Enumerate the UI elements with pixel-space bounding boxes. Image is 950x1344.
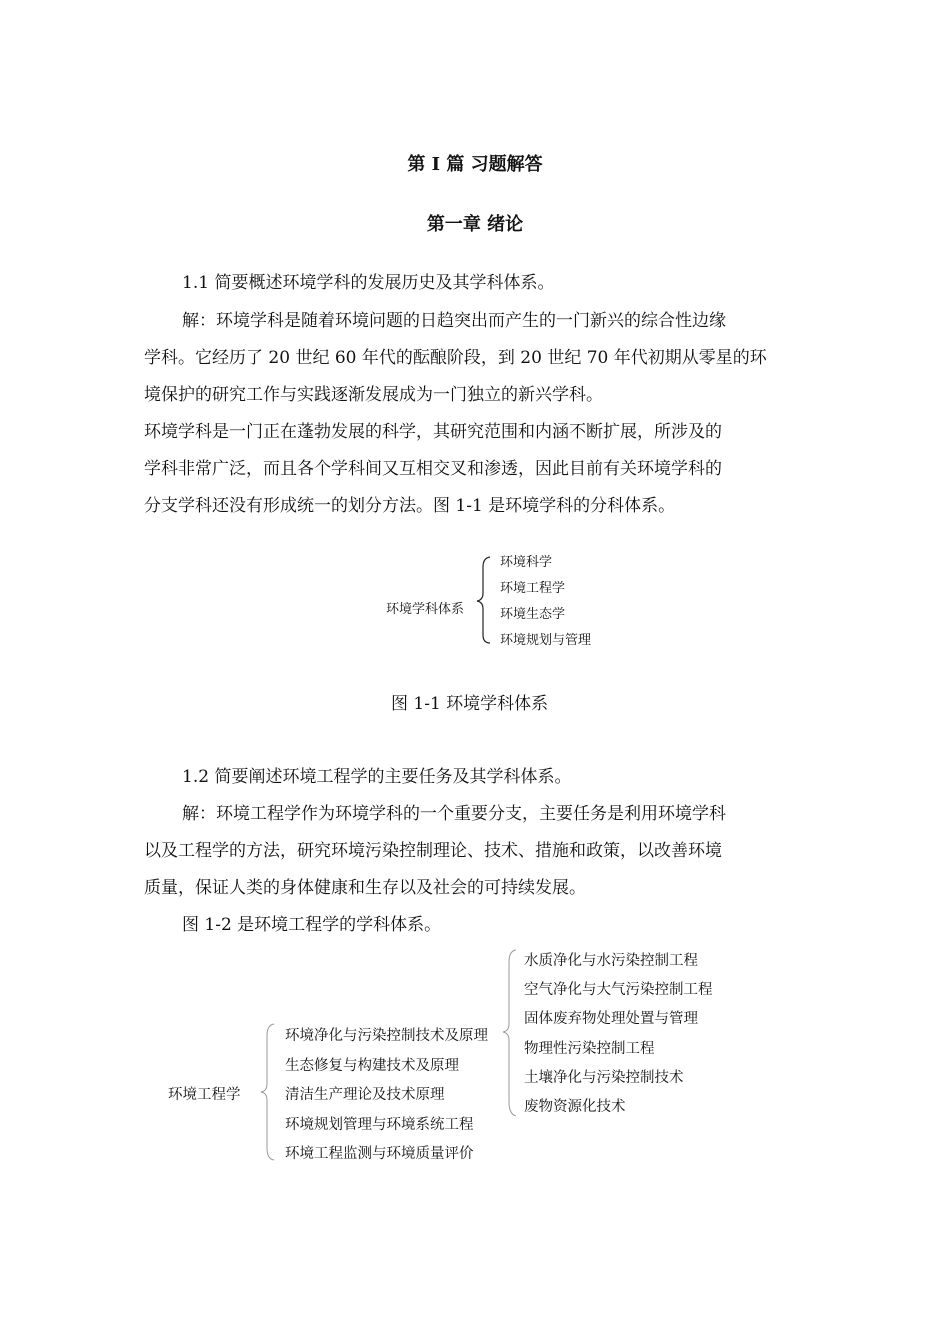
question-1-1: 1.1 简要概述环境学科的发展历史及其学科体系。: [182, 273, 555, 293]
fig2-sub-branch-1: 水质净化与水污染控制工程: [524, 953, 698, 969]
fig1-brace-icon: [474, 555, 496, 645]
fig1-caption: 图 1-1 环境学科体系: [391, 694, 549, 714]
fig2-branch-2: 生态修复与构建技术及原理: [285, 1058, 459, 1074]
fig1-branch-4: 环境规划与管理: [500, 633, 592, 648]
chapter-title: 第一章 绪论: [426, 214, 524, 235]
fig2-branch-1: 环境净化与污染控制技术及原理: [285, 1028, 488, 1044]
answer-1-1-line-1: 解：环境学科是随着环境问题的日趋突出而产生的一门新兴的综合性边缘: [182, 311, 726, 331]
answer-1-1-line-3: 境保护的研究工作与实践逐渐发展成为一门独立的新兴学科。: [144, 385, 603, 405]
fig2-branch-3: 清洁生产理论及技术原理: [285, 1087, 445, 1103]
answer-1-2-line-4: 图 1-2 是环境工程学的学科体系。: [182, 915, 442, 935]
question-1-2: 1.2 简要阐述环境工程学的主要任务及其学科体系。: [182, 767, 572, 787]
fig1-branch-1: 环境科学: [500, 555, 553, 570]
answer-1-1-line-4: 环境学科是一门正在蓬勃发展的科学，其研究范围和内涵不断扩展，所涉及的: [144, 422, 722, 442]
answer-1-2-line-3: 质量，保证人类的身体健康和生存以及社会的可持续发展。: [144, 878, 586, 898]
fig2-sub-branch-6: 废物资源化技术: [524, 1099, 626, 1115]
answer-1-2-line-1: 解：环境工程学作为环境学科的一个重要分支，主要任务是利用环境学科: [182, 804, 726, 824]
answer-1-1-line-6: 分支学科还没有形成统一的划分方法。图 1-1 是环境学科的分科体系。: [144, 496, 676, 516]
answer-1-2-line-2: 以及工程学的方法，研究环境污染控制理论、技术、措施和政策，以改善环境: [144, 841, 722, 861]
fig2-branch-5: 环境工程监测与环境质量评价: [285, 1146, 474, 1162]
fig1-branch-3: 环境生态学: [500, 607, 566, 622]
part-title: 第 I 篇 习题解答: [407, 154, 543, 175]
fig2-sub-branch-2: 空气净化与大气污染控制工程: [524, 982, 713, 998]
fig2-sub-branch-4: 物理性污染控制工程: [524, 1041, 655, 1057]
fig2-root-label: 环境工程学: [168, 1087, 241, 1103]
fig2-sub-brace-icon: [500, 948, 522, 1118]
fig1-branch-2: 环境工程学: [500, 581, 566, 596]
fig1-root-label: 环境学科体系: [386, 602, 465, 617]
fig2-sub-branch-5: 土壤净化与污染控制技术: [524, 1070, 684, 1086]
fig2-branch-4: 环境规划管理与环境系统工程: [285, 1117, 474, 1133]
fig2-main-brace-icon: [258, 1022, 280, 1162]
answer-1-1-line-2: 学科。它经历了 20 世纪 60 年代的酝酿阶段，到 20 世纪 70 年代初期从零星的环: [144, 348, 767, 368]
answer-1-1-line-5: 学科非常广泛，而且各个学科间又互相交叉和渗透，因此目前有关环境学科的: [144, 459, 722, 479]
fig2-sub-branch-3: 固体废弃物处理处置与管理: [524, 1011, 698, 1027]
